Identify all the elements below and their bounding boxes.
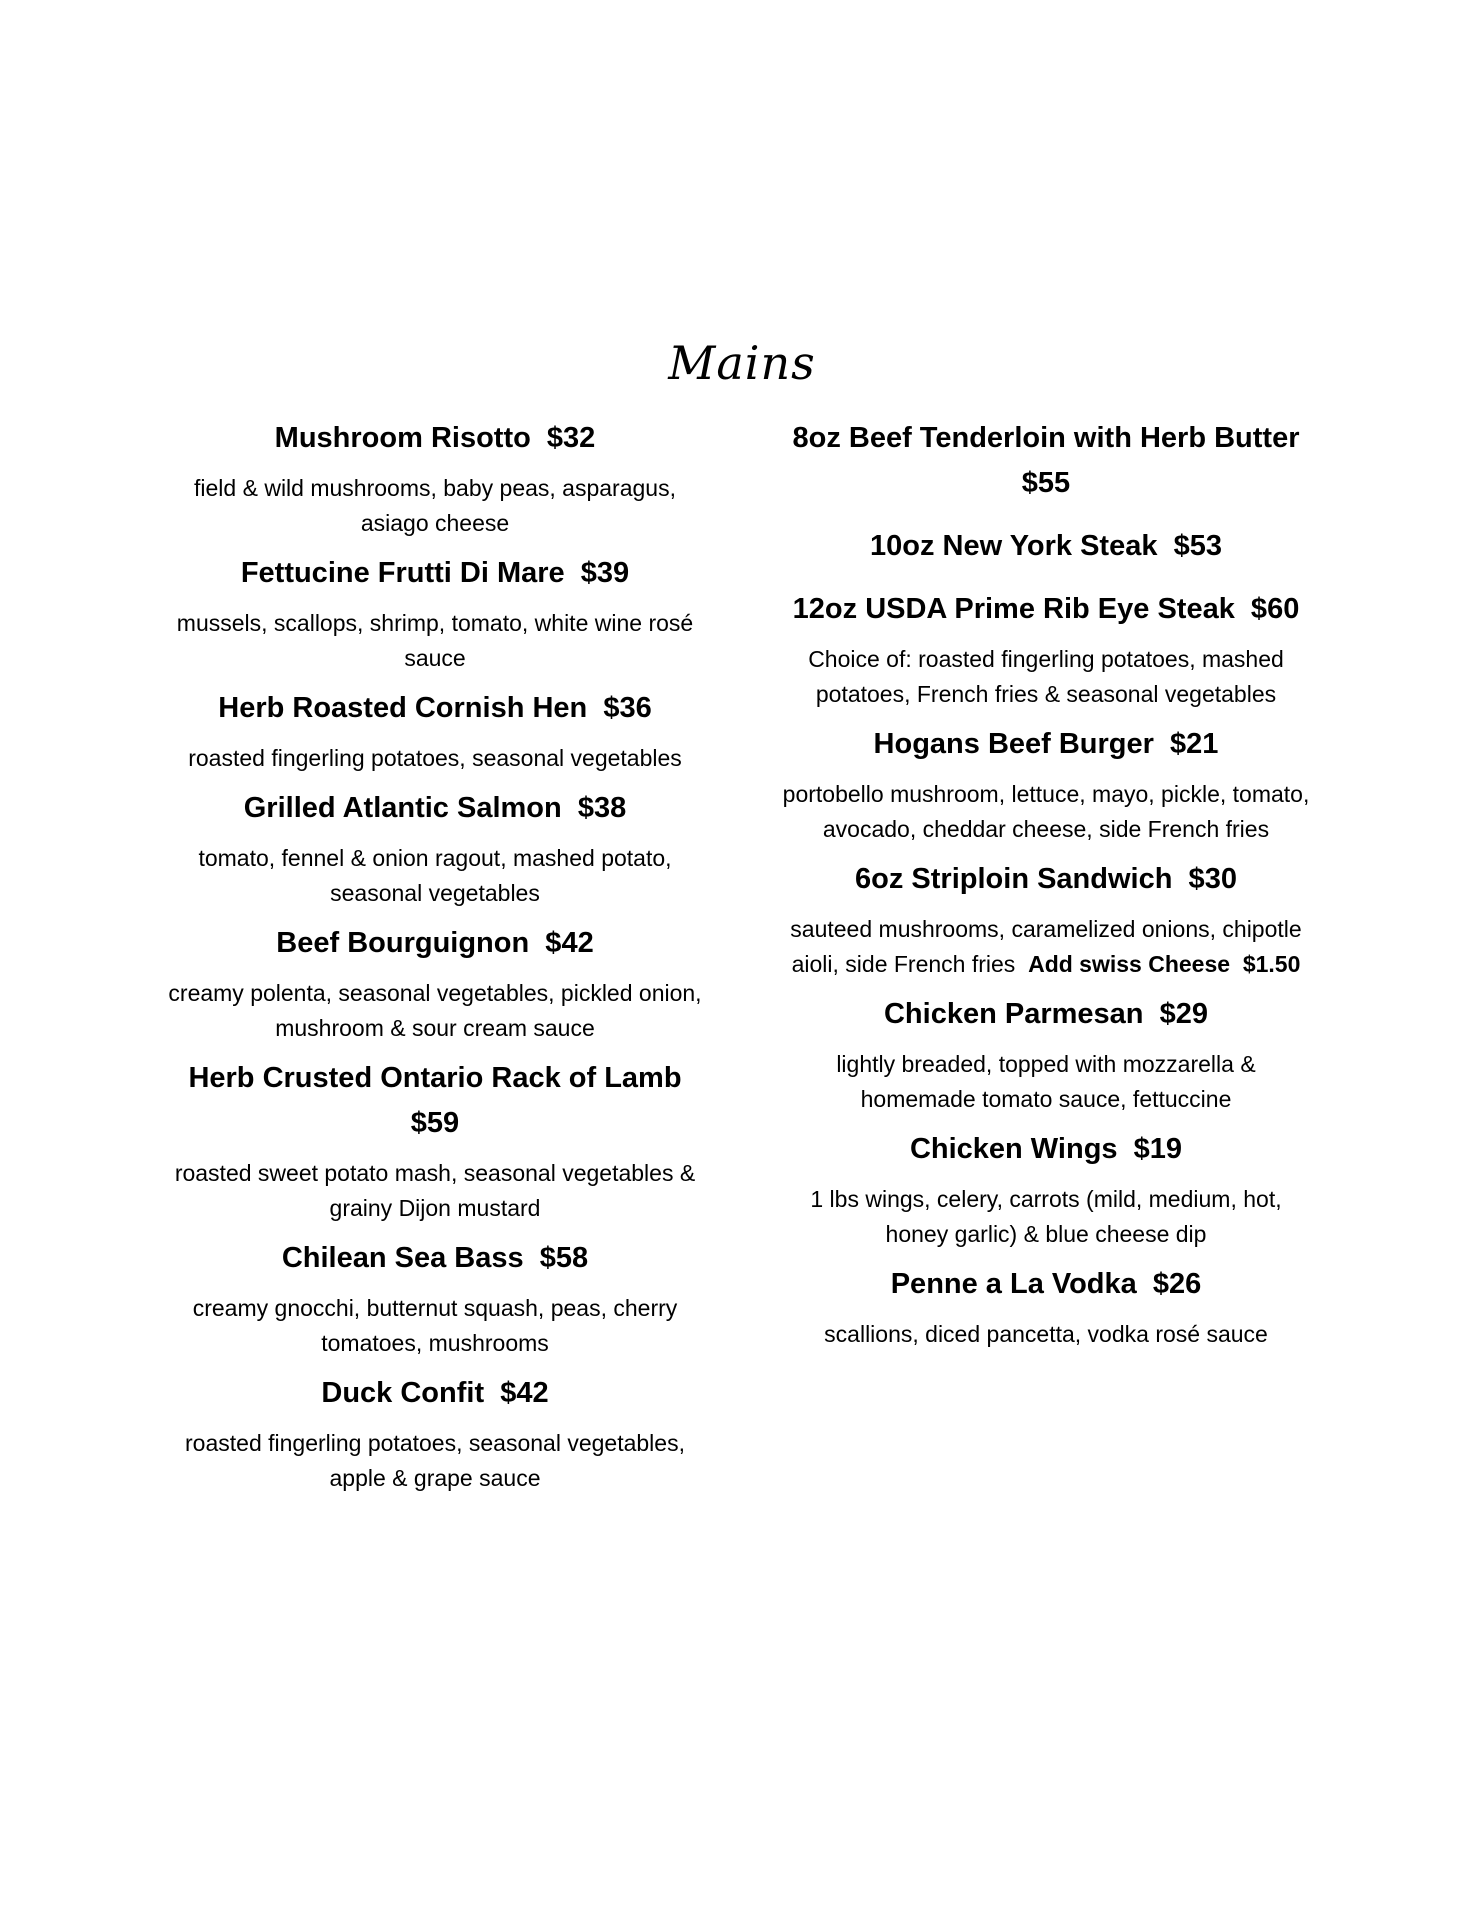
menu-item: [780, 857, 1312, 982]
menu-item-description: roasted fingerling potatoes, seasonal vegetables: [188, 745, 682, 771]
menu-item-description: creamy polenta, seasonal vegetables, pickled onion, mushroom & sour cream sauce: [168, 980, 708, 1041]
menu-item-description: roasted sweet potato mash, seasonal vegetables & grainy Dijon mustard: [174, 1160, 702, 1221]
menu-item: [168, 551, 702, 676]
menu-item: [780, 992, 1312, 1117]
menu-item-description: portobello mushroom, lettuce, mayo, pickle, tomato, avocado, cheddar cheese, side French fries: [782, 781, 1316, 842]
menu-item-description: tomato, fennel & onion ragout, mashed potato, seasonal vegetables: [198, 845, 678, 906]
menu-item-description: creamy gnocchi, butternut squash, peas, cherry tomatoes, mushrooms: [192, 1295, 684, 1356]
menu-item-description: scallions, diced pancetta, vodka rosé sauce: [824, 1321, 1268, 1347]
menu-item: [780, 1127, 1312, 1252]
menu-item-description-text: sauteed mushrooms, caramelized onions, chipotle aioli, side French fries: [790, 916, 1309, 977]
menu-column-right: [780, 416, 1316, 1362]
menu-item: [168, 921, 708, 1046]
menu-item: [168, 1056, 702, 1226]
menu-item: [780, 1262, 1312, 1352]
menu-column-left: [168, 416, 708, 1506]
menu-item-description: roasted fingerling potatoes, seasonal vegetables, apple & grape sauce: [185, 1430, 692, 1491]
menu-item-name: Chilean Sea Bass $58: [281, 1242, 589, 1274]
menu-item-name: Fettucine Frutti Di Mare $39: [240, 557, 630, 589]
menu-item-description: field & wild mushrooms, baby peas, asparagus, asiago cheese: [194, 475, 683, 536]
spacer: [780, 569, 1312, 587]
menu-item-description: lightly breaded, topped with mozzarella & homemade tomato sauce, fettuccine: [836, 1051, 1263, 1112]
menu-item-name: Grilled Atlantic Salmon $38: [243, 792, 627, 824]
menu-item: [168, 1371, 702, 1496]
menu-item-addon: Add swiss Cheese $1.50: [1028, 951, 1301, 977]
menu-item: [780, 587, 1312, 712]
menu-item: [780, 524, 1312, 569]
menu-item-name: Chicken Parmesan $29: [883, 998, 1208, 1030]
menu-item-name: Mushroom Risotto $32: [274, 422, 596, 454]
menu-item-name: 12oz USDA Prime Rib Eye Steak $60: [792, 593, 1300, 625]
menu-item-name: 10oz New York Steak $53: [870, 530, 1222, 562]
menu-item-description: 1 lbs wings, celery, carrots (mild, medium, hot, honey garlic) & blue cheese dip: [810, 1186, 1288, 1247]
menu-item-description: mussels, scallops, shrimp, tomato, white wine rosé sauce: [176, 610, 700, 671]
menu-item: [168, 686, 702, 776]
menu-item-name: Herb Roasted Cornish Hen $36: [218, 692, 652, 724]
menu-item-name: Beef Bourguignon $42: [276, 927, 594, 959]
menu-item-name: 6oz Striploin Sandwich $30: [855, 863, 1237, 895]
menu-item-description: Choice of: roasted fingerling potatoes, mashed potatoes, French fries & seasonal vegetables: [808, 646, 1291, 707]
page-title: Mains: [668, 336, 816, 390]
menu-item-description: [780, 912, 1312, 982]
menu-item: [168, 786, 702, 911]
menu-item-name: Hogans Beef Burger $21: [873, 728, 1219, 760]
menu-item-name: Herb Crusted Ontario Rack of Lamb $59: [188, 1062, 690, 1139]
spacer: [780, 506, 1312, 524]
menu-item-name: Duck Confit $42: [321, 1377, 549, 1409]
menu-item-name: Chicken Wings $19: [909, 1133, 1183, 1165]
menu-item: [780, 722, 1316, 847]
menu-item: [168, 1236, 702, 1361]
menu-item-name: 8oz Beef Tenderloin with Herb Butter $55: [792, 422, 1316, 499]
menu-item: [780, 416, 1316, 506]
menu-item-name: Penne a La Vodka $26: [890, 1268, 1202, 1300]
menu-item: [168, 416, 702, 541]
